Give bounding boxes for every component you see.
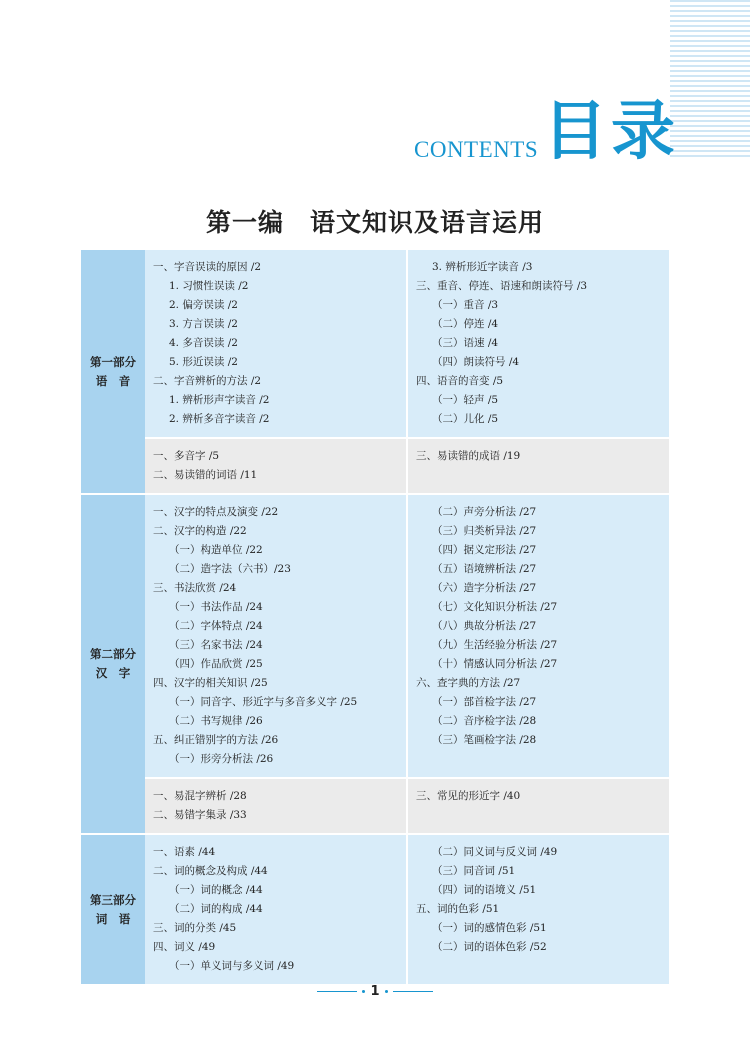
part-main-section xyxy=(145,835,669,984)
toc-entry[interactable]: 二、字音辨析的方法 /2 xyxy=(153,375,262,387)
toc-subentry[interactable]: （八）典故分析法 /27 xyxy=(432,620,537,632)
part-label xyxy=(81,495,145,833)
toc-entry[interactable]: 一、语素 /44 xyxy=(153,846,216,858)
toc-column-right xyxy=(406,495,669,777)
toc-subentry[interactable]: 2. 偏旁误读 /2 xyxy=(169,299,238,311)
toc-entry[interactable]: 三、常见的形近字 /40 xyxy=(416,790,521,802)
toc-subentry[interactable]: （三）名家书法 /24 xyxy=(169,639,263,651)
contents-heading-en: CONTENTS xyxy=(414,137,539,162)
toc-subentry[interactable]: （一）书法作品 /24 xyxy=(169,601,263,613)
toc-subentry[interactable]: （三）语速 /4 xyxy=(432,337,499,349)
toc-subentry[interactable]: 1. 习惯性误读 /2 xyxy=(169,280,249,292)
toc-subentry[interactable]: （四）朗读符号 /4 xyxy=(432,356,520,368)
toc-part-3 xyxy=(81,835,669,986)
footer-dot-right xyxy=(385,990,388,993)
toc-subentry[interactable]: （一）构造单位 /22 xyxy=(169,544,263,556)
part-label xyxy=(81,250,145,493)
toc-subentry[interactable]: （二）造字法（六书）/23 xyxy=(169,563,291,575)
toc-entry[interactable]: 五、词的色彩 /51 xyxy=(416,903,500,915)
toc-entry[interactable]: 一、汉字的特点及演变 /22 xyxy=(153,506,279,518)
toc-entry[interactable]: 四、词义 /49 xyxy=(153,941,216,953)
toc-subentry[interactable]: （三）归类析异法 /27 xyxy=(432,525,537,537)
toc-subentry[interactable]: （二）音序检字法 /28 xyxy=(432,715,537,727)
toc-subentry[interactable]: （七）文化知识分析法 /27 xyxy=(432,601,558,613)
toc-subentry[interactable]: （四）据义定形法 /27 xyxy=(432,544,537,556)
toc-entry[interactable]: 一、多音字 /5 xyxy=(153,450,220,462)
toc-subentry[interactable]: （二）停连 /4 xyxy=(432,318,499,330)
toc-part-1 xyxy=(81,250,669,495)
part-body xyxy=(145,250,669,493)
toc-entry[interactable]: 三、词的分类 /45 xyxy=(153,922,237,934)
part-label-number: 第三部分 xyxy=(90,892,136,907)
section-title: 第一编 语文知识及语言运用 xyxy=(205,208,544,237)
toc-subentry[interactable]: （二）同义词与反义词 /49 xyxy=(432,846,558,858)
decorative-stripes xyxy=(670,0,750,160)
toc-subentry[interactable]: （三）同音词 /51 xyxy=(432,865,516,877)
toc-subentry[interactable]: （一）形旁分析法 /26 xyxy=(169,753,274,765)
toc-subentry[interactable]: 3. 方言误读 /2 xyxy=(169,318,238,330)
toc-column-right xyxy=(406,779,669,833)
toc-subentry[interactable]: （五）语境辨析法 /27 xyxy=(432,563,537,575)
toc-subentry[interactable]: （一）词的感情色彩 /51 xyxy=(432,922,547,934)
part-label-topic: 词 语 xyxy=(95,911,131,926)
part-label-topic: 语 音 xyxy=(95,373,131,388)
part-supplement-section xyxy=(145,437,669,493)
toc-subentry[interactable]: （二）书写规律 /26 xyxy=(169,715,263,727)
toc-subentry[interactable]: （三）笔画检字法 /28 xyxy=(432,734,537,746)
toc-column-left xyxy=(145,495,406,777)
toc-subentry[interactable]: 3. 辨析形近字读音 /3 xyxy=(432,261,533,273)
toc-subentry[interactable]: （九）生活经验分析法 /27 xyxy=(432,639,558,651)
toc-entry[interactable]: 四、汉字的相关知识 /25 xyxy=(153,677,268,689)
toc-column-right xyxy=(406,250,669,437)
toc-entry[interactable]: 二、易读错的词语 /11 xyxy=(153,469,258,481)
toc-column-right xyxy=(406,439,669,493)
part-main-section xyxy=(145,250,669,437)
part-main-section xyxy=(145,495,669,777)
toc-subentry[interactable]: （二）声旁分析法 /27 xyxy=(432,506,537,518)
part-body xyxy=(145,495,669,833)
toc-entry[interactable]: 四、语音的音变 /5 xyxy=(416,375,504,387)
toc-subentry[interactable]: （一）重音 /3 xyxy=(432,299,499,311)
toc-subentry[interactable]: （一）同音字、形近字与多音多义字 /25 xyxy=(169,696,358,708)
part-label-number: 第二部分 xyxy=(90,647,136,661)
part-label-number: 第一部分 xyxy=(90,354,136,369)
part-label xyxy=(81,835,145,984)
toc-subentry[interactable]: 2. 辨析多音字读音 /2 xyxy=(169,413,270,425)
toc-entry[interactable]: 三、重音、停连、语速和朗读符号 /3 xyxy=(416,280,588,292)
toc-subentry[interactable]: （十）情感认同分析法 /27 xyxy=(432,658,558,670)
contents-heading-zh: 目录 xyxy=(543,95,679,169)
toc-column-left xyxy=(145,250,406,437)
toc-entry[interactable]: 二、易错字集录 /33 xyxy=(153,809,247,821)
toc-entry[interactable]: 三、书法欣赏 /24 xyxy=(153,582,237,594)
toc-subentry[interactable]: 4. 多音误读 /2 xyxy=(169,337,238,349)
footer-line-left xyxy=(317,991,357,992)
part-label-topic: 汉 字 xyxy=(95,666,131,680)
footer-line-right xyxy=(393,991,433,992)
toc-part-2 xyxy=(81,495,669,835)
toc-subentry[interactable]: （二）儿化 /5 xyxy=(432,413,499,425)
toc-entry[interactable]: 一、易混字辨析 /28 xyxy=(153,790,247,802)
toc-subentry[interactable]: （六）造字分析法 /27 xyxy=(432,582,537,594)
toc-subentry[interactable]: （一）词的概念 /44 xyxy=(169,884,263,896)
toc-column-left xyxy=(145,779,406,833)
toc-column-left xyxy=(145,439,406,493)
toc-subentry[interactable]: （一）轻声 /5 xyxy=(432,394,499,406)
toc-column-left xyxy=(145,835,406,984)
toc-subentry[interactable]: 5. 形近误读 /2 xyxy=(169,356,238,368)
toc-entry[interactable]: 三、易读错的成语 /19 xyxy=(416,450,521,462)
toc-column-right xyxy=(406,835,669,984)
page-number: 1 xyxy=(370,984,380,999)
toc-subentry[interactable]: （一）部首检字法 /27 xyxy=(432,696,537,708)
toc-subentry[interactable]: （四）词的语境义 /51 xyxy=(432,884,537,896)
page-footer xyxy=(0,984,750,999)
part-supplement-section xyxy=(145,777,669,833)
toc-subentry[interactable]: （二）词的语体色彩 /52 xyxy=(432,941,547,953)
toc-entry[interactable]: 六、查字典的方法 /27 xyxy=(416,677,521,689)
toc-subentry[interactable]: （四）作品欣赏 /25 xyxy=(169,658,263,670)
toc-subentry[interactable]: 1. 辨析形声字读音 /2 xyxy=(169,394,270,406)
toc-subentry[interactable]: （一）单义词与多义词 /49 xyxy=(169,960,295,972)
toc-entry[interactable]: 五、纠正错别字的方法 /26 xyxy=(153,734,279,746)
toc-entry[interactable]: 二、词的概念及构成 /44 xyxy=(153,865,268,877)
toc-subentry[interactable]: （二）词的构成 /44 xyxy=(169,903,263,915)
toc-entry[interactable]: 一、字音误读的原因 /2 xyxy=(153,261,262,273)
table-of-contents xyxy=(81,250,669,986)
toc-subentry[interactable]: （二）字体特点 /24 xyxy=(169,620,263,632)
footer-dot-left xyxy=(362,990,365,993)
toc-entry[interactable]: 二、汉字的构造 /22 xyxy=(153,525,247,537)
part-body xyxy=(145,835,669,984)
